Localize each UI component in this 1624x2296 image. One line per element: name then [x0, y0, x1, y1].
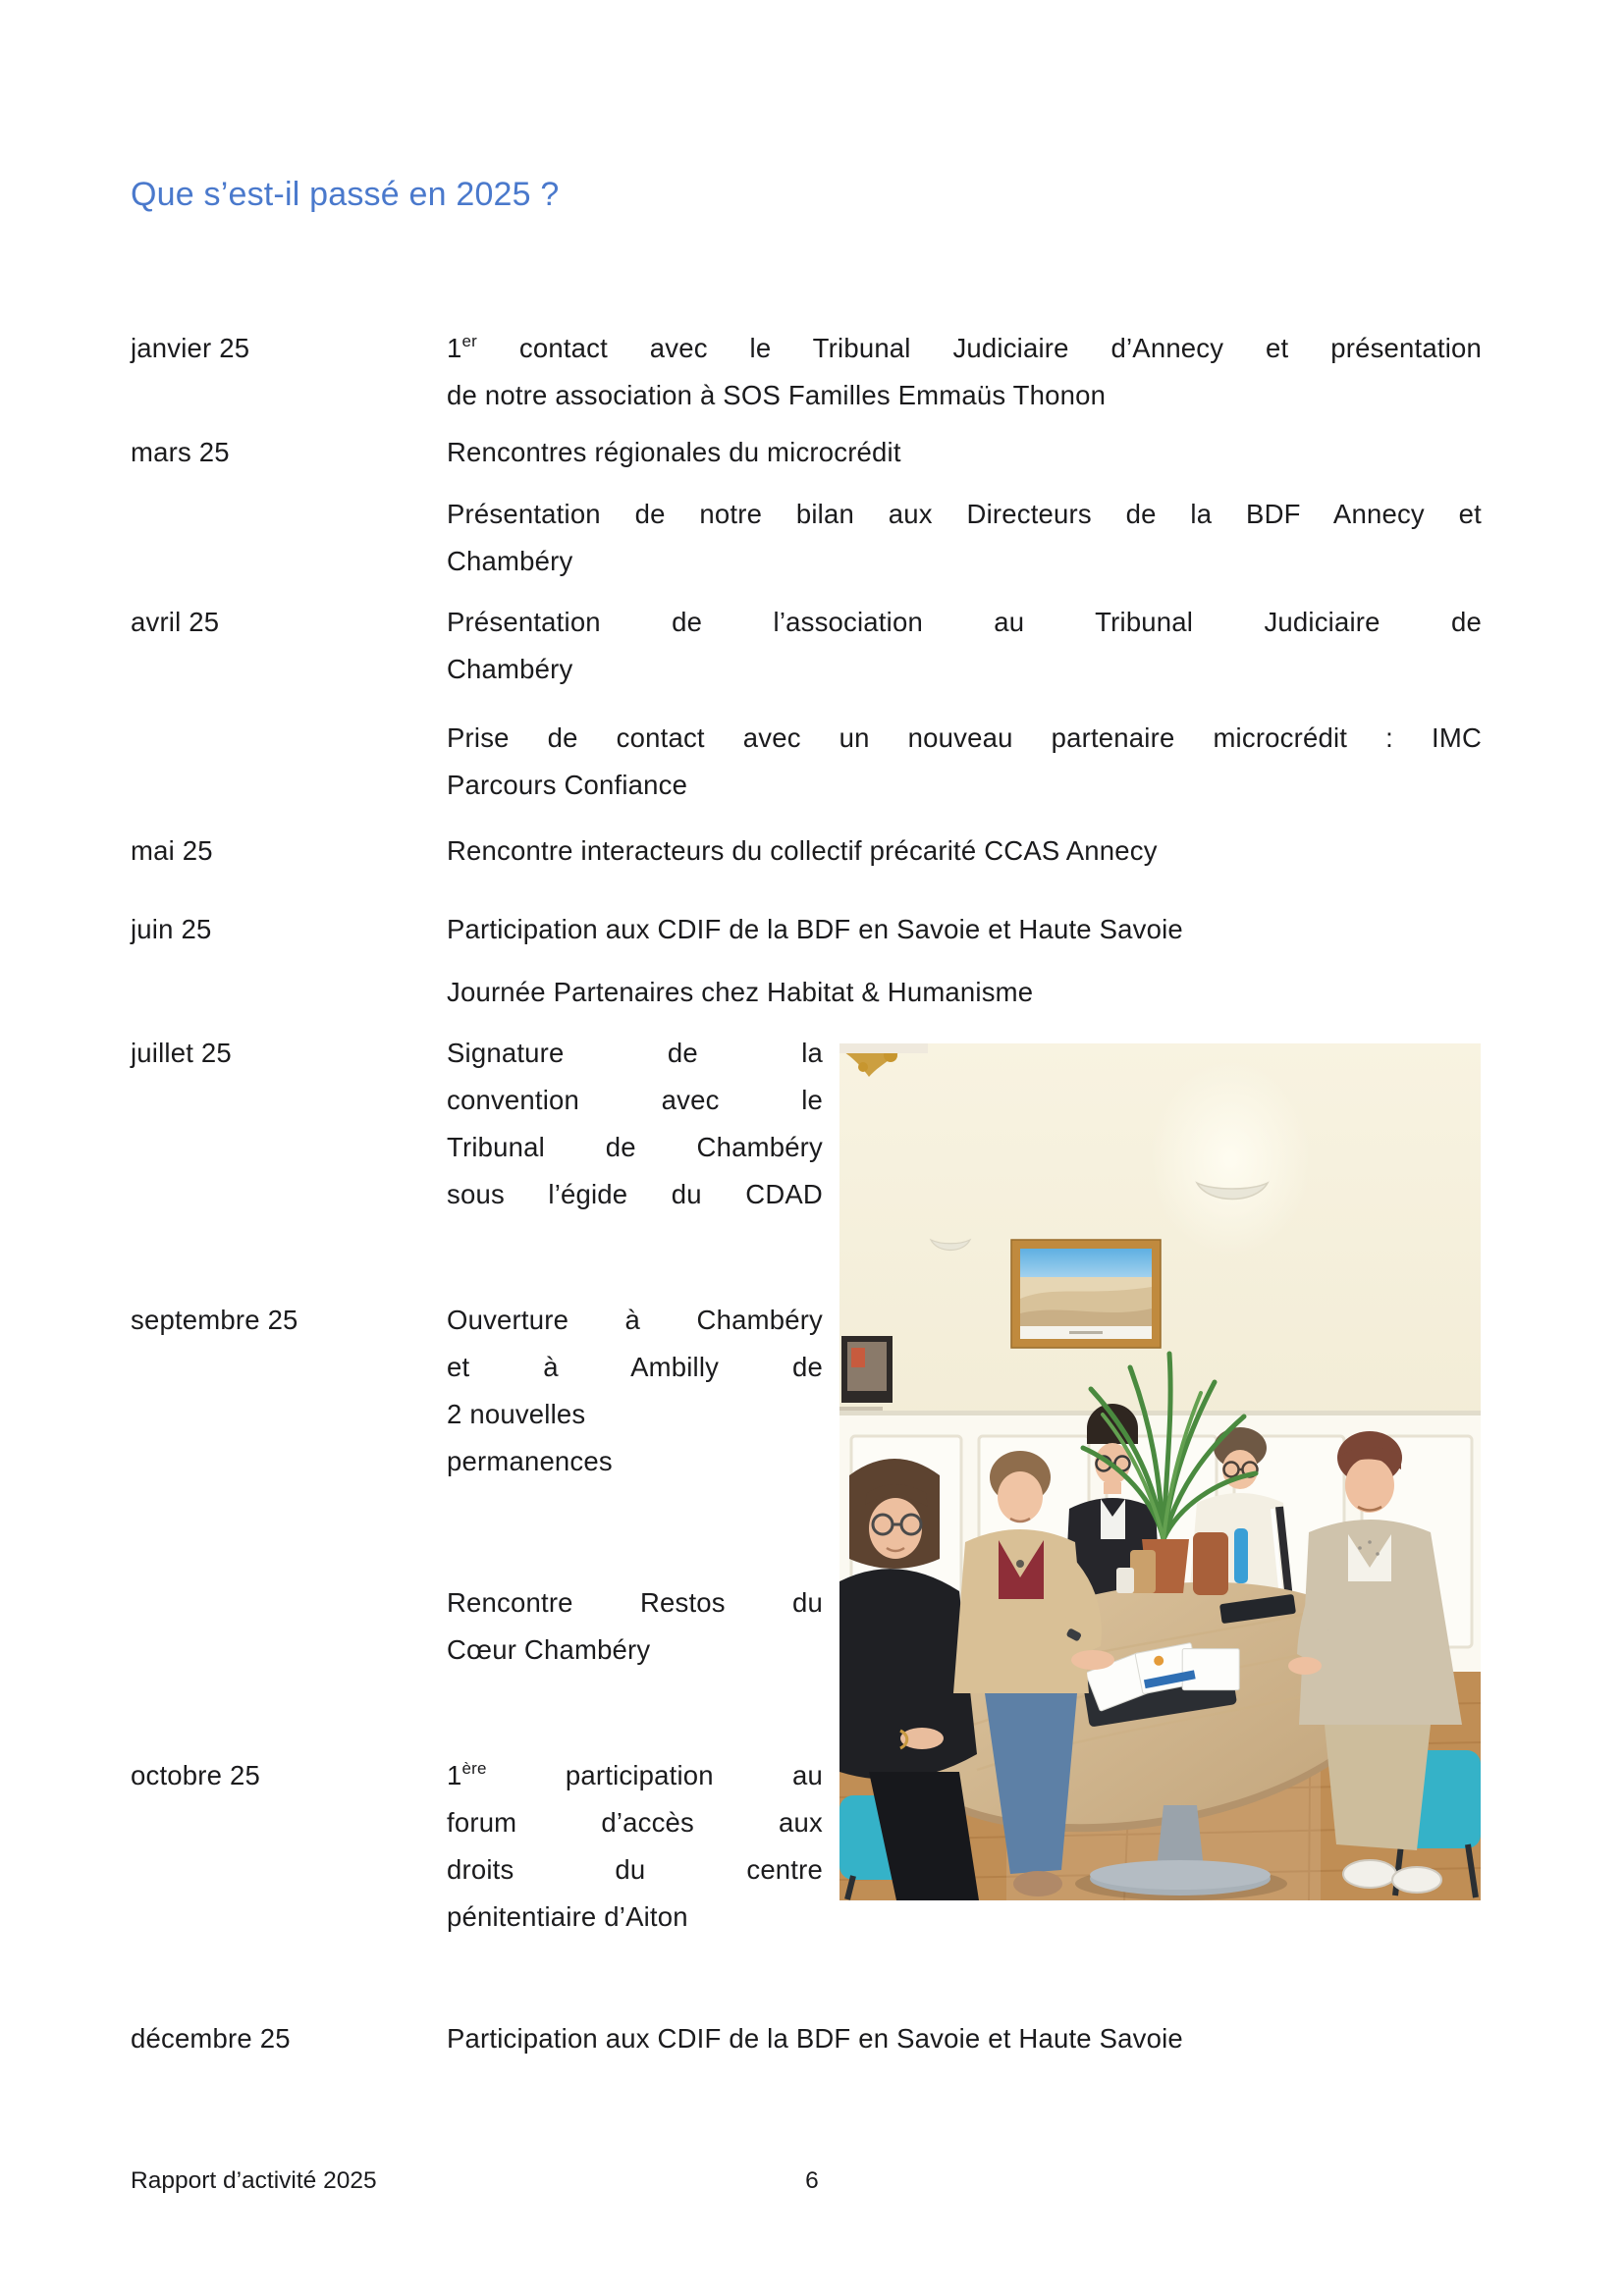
- footer-document-title: Rapport d’activité 2025: [131, 2167, 377, 2194]
- timeline-text-line: convention avec le: [447, 1085, 823, 1115]
- timeline-text-line: Chambéry: [447, 546, 573, 576]
- line-number: 1: [447, 333, 462, 363]
- timeline-date-mai: mai 25: [131, 835, 213, 866]
- timeline-date-decembre: décembre 25: [131, 2023, 291, 2054]
- light-glow: [1150, 1061, 1311, 1257]
- line-text: contact avec le Tribunal Judiciaire d’Annecy et présentation: [477, 333, 1482, 363]
- timeline-text-line: Rencontre interacteurs du collectif précarité CCAS Annecy: [447, 835, 1158, 866]
- timeline-text-line: [447, 325, 1482, 372]
- timeline-text-line: droits du centre: [447, 1854, 823, 1885]
- ceiling-molding: [839, 1043, 928, 1053]
- timeline-text-line: Signature de la: [447, 1038, 823, 1068]
- meeting-photo: [839, 1043, 1481, 1900]
- timeline-date-janvier: janvier 25: [131, 333, 250, 363]
- timeline-text-line: Chambéry: [447, 654, 573, 684]
- timeline-text-line: Participation aux CDIF de la BDF en Savoie et Haute Savoie: [447, 2023, 1183, 2054]
- timeline-text-line: 2 nouvelles: [447, 1399, 586, 1429]
- line-text: participation au: [486, 1760, 823, 1790]
- timeline-date-octobre: octobre 25: [131, 1760, 260, 1790]
- footer-page-number: 6: [805, 2167, 819, 2194]
- timeline-text-line: Présentation de l’association au Tribunal Judiciaire de: [447, 607, 1482, 637]
- timeline-date-juin: juin 25: [131, 914, 212, 944]
- timeline-text-line: permanences: [447, 1446, 613, 1476]
- timeline-text-line: Journée Partenaires chez Habitat & Humanisme: [447, 977, 1034, 1007]
- ordinal-superscript: ère: [461, 1759, 487, 1778]
- timeline-text-line: Rencontre Restos du: [447, 1587, 823, 1618]
- timeline-date-avril: avril 25: [131, 607, 220, 637]
- dunes-picture-frame: [1011, 1240, 1161, 1348]
- timeline-text-line: et à Ambilly de: [447, 1352, 823, 1382]
- timeline-text-line: Rencontres régionales du microcrédit: [447, 437, 901, 467]
- ordinal-superscript: er: [461, 332, 478, 350]
- timeline-text-line: Présentation de notre bilan aux Directeurs de la BDF Annecy et: [447, 499, 1482, 529]
- timeline-text-line: forum d’accès aux: [447, 1807, 823, 1838]
- timeline-text-line: Tribunal de Chambéry: [447, 1132, 823, 1162]
- timeline-date-mars: mars 25: [131, 437, 230, 467]
- timeline-date-juillet: juillet 25: [131, 1038, 232, 1068]
- timeline-date-septembre: septembre 25: [131, 1305, 298, 1335]
- timeline-text-line: pénitentiaire d’Aiton: [447, 1901, 688, 1932]
- timeline-text-line: Parcours Confiance: [447, 770, 688, 800]
- timeline-text-line: sous l’égide du CDAD: [447, 1179, 823, 1209]
- timeline-text-line: Prise de contact avec un nouveau partenaire microcrédit : IMC: [447, 722, 1482, 753]
- timeline-text-line: de notre association à SOS Familles Emmaüs Thonon: [447, 380, 1107, 410]
- timeline-text-line: Cœur Chambéry: [447, 1634, 651, 1665]
- page-title: Que s’est-il passé en 2025 ?: [131, 176, 560, 213]
- timeline-text-line: Ouverture à Chambéry: [447, 1305, 823, 1335]
- timeline-text-line: Participation aux CDIF de la BDF en Savoie et Haute Savoie: [447, 914, 1183, 944]
- line-number: 1: [447, 1760, 462, 1790]
- timeline-text-line: [447, 1752, 823, 1799]
